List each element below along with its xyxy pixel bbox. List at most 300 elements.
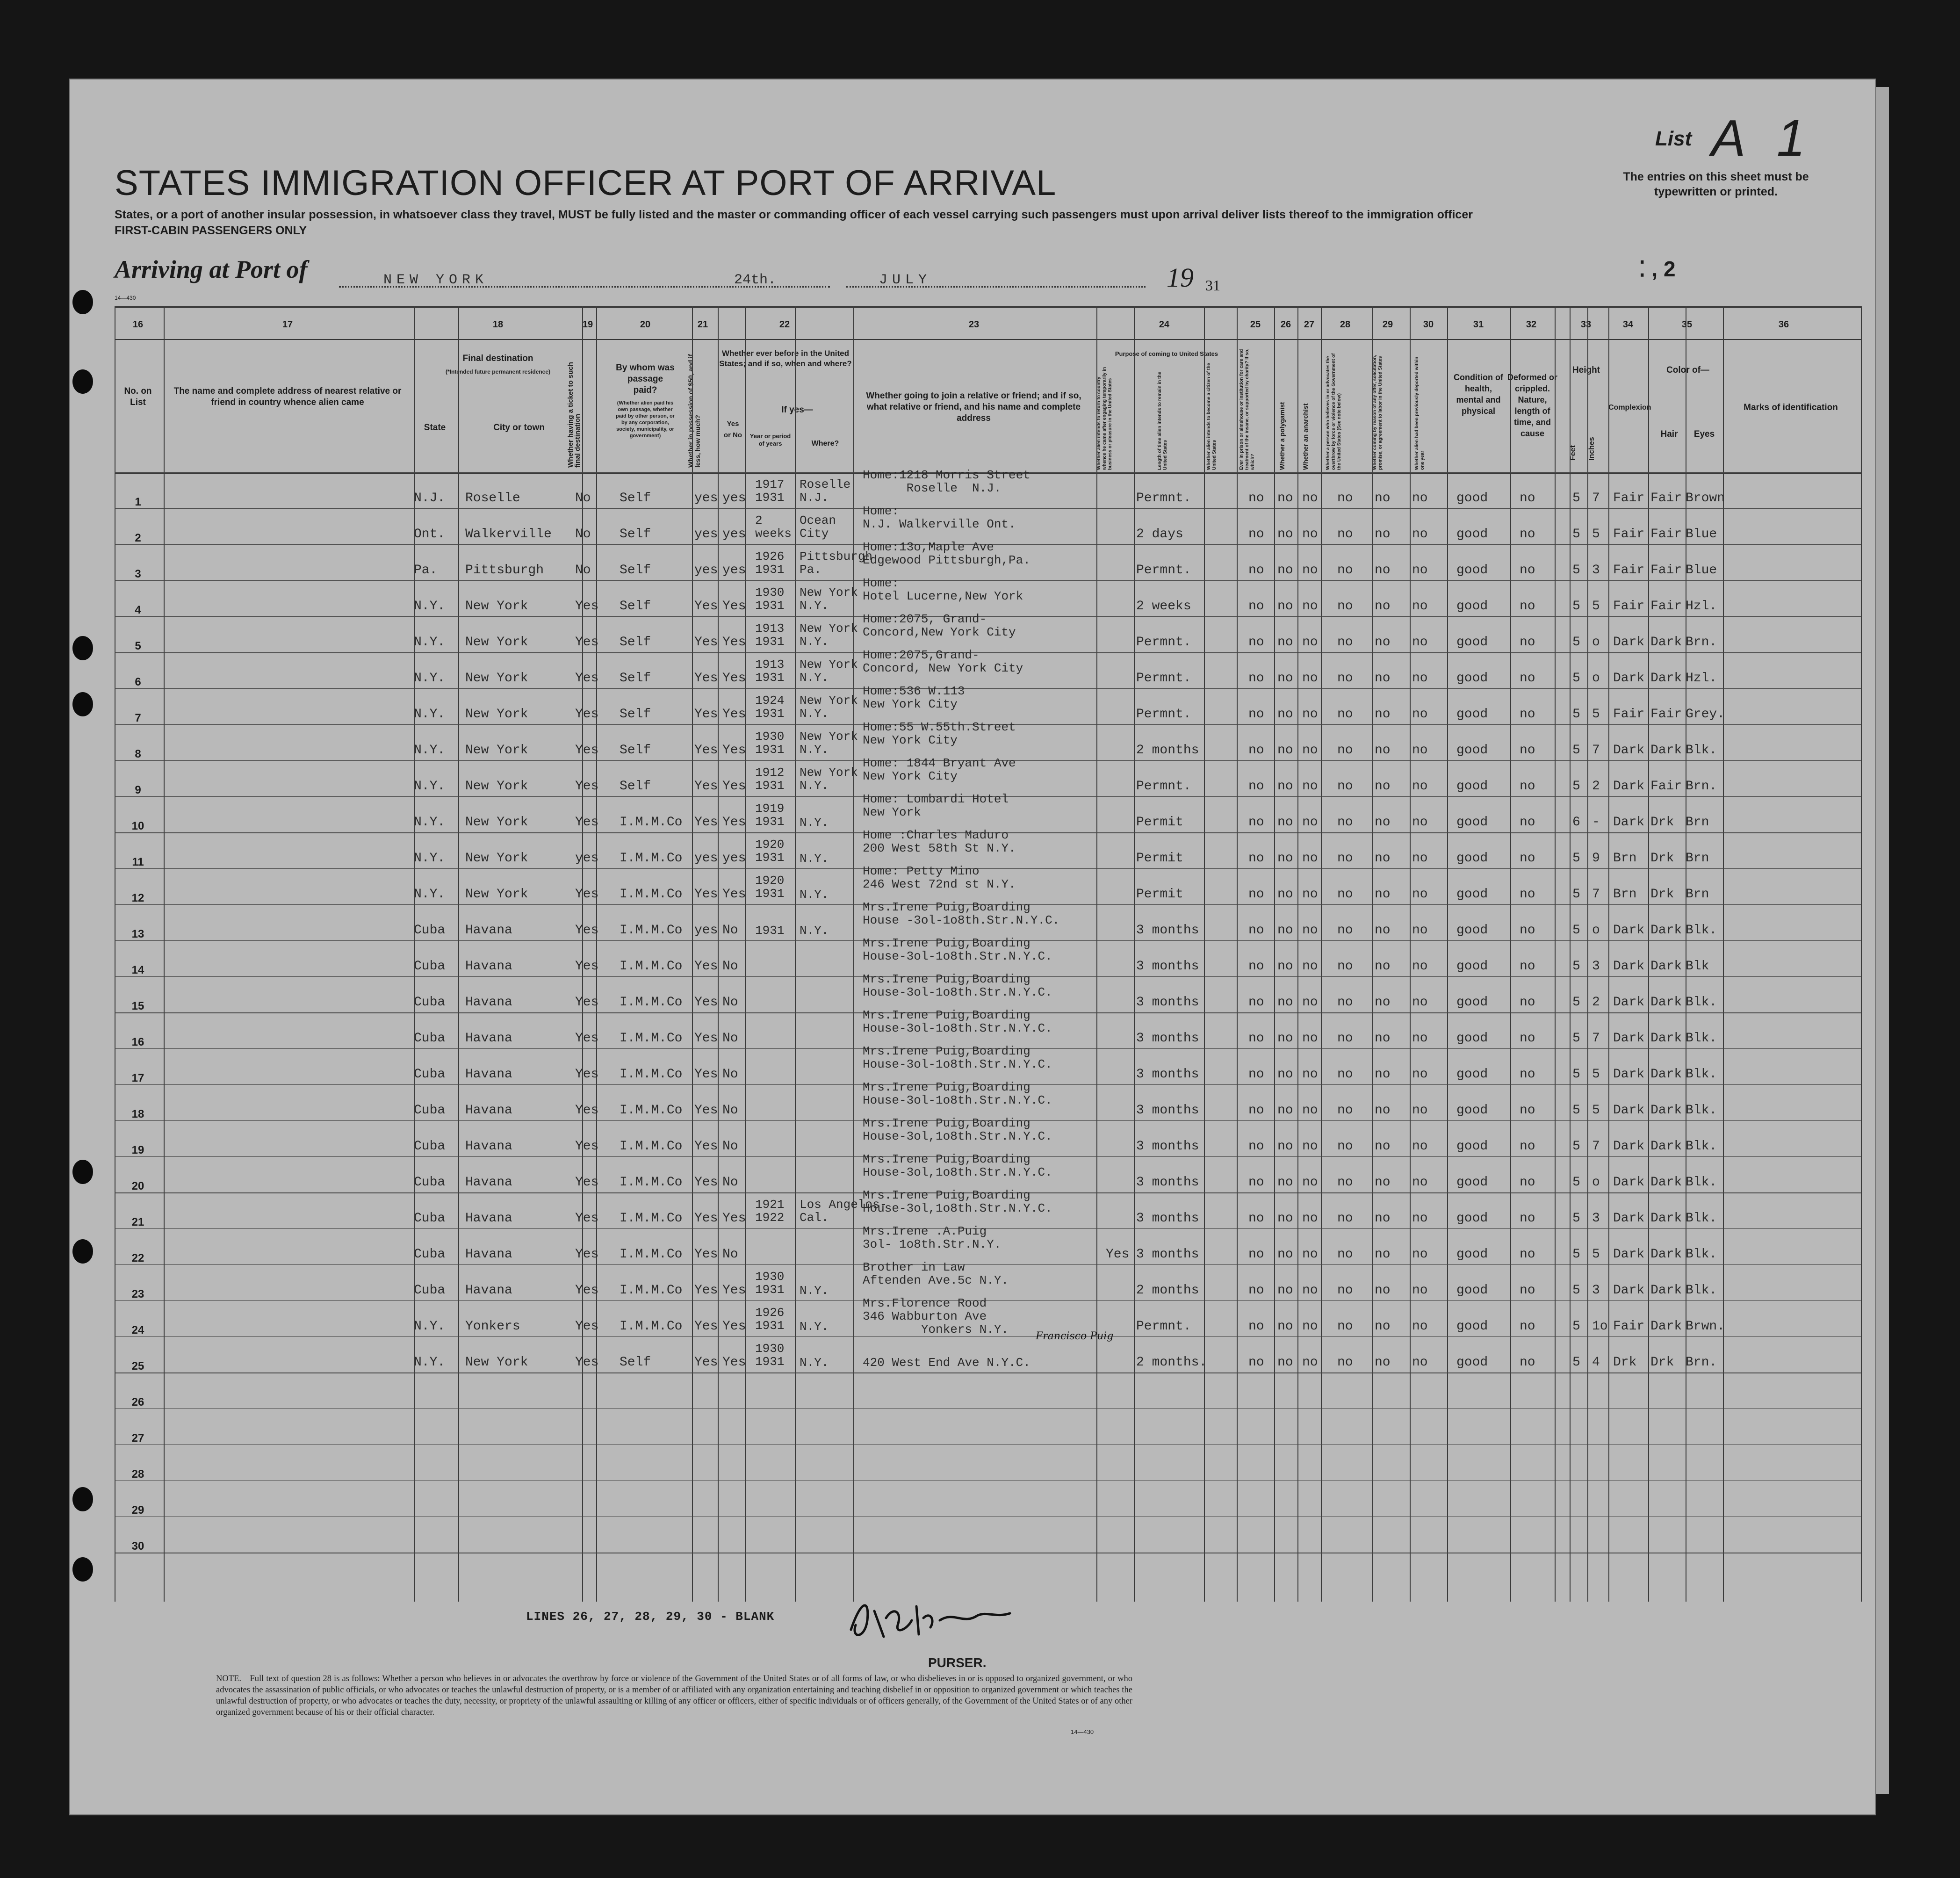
question-28-note: NOTE.—Full text of question 28 is as follows: Whether a person who believes in or advocates the overthrow by force or violence of the Government of the United States or of all forms of law, or who disbelieves in or is opposed to organized government, or who advocates the assassination of public officials, or who advocates or teaches the unlawful destruction of property, or is a member of or affiliated with any organization entertaining and teaching disbelief in or opposition to organized government or which teaches the unlawful destruction of property, or who advocates or teaches the duty, necessity, or propriety of the unlawful assaulting or killing of any officer or officers, either of specific individuals or of officers generally, of the Government of the United States or of any other organized government because of his or their official character. — [216, 1674, 1132, 1717]
eyes-cell: Blk — [1686, 959, 1709, 974]
deformed-cell: no — [1520, 707, 1535, 722]
colnum-23: 23 — [968, 319, 980, 330]
q28-cell: no — [1337, 671, 1353, 686]
where-cell: N.Y. — [800, 852, 829, 866]
deformed-cell: no — [1520, 1247, 1535, 1262]
q28-cell: no — [1337, 815, 1353, 830]
row-number: 12 — [131, 892, 144, 904]
where-cell: N.Y. — [800, 1284, 829, 1298]
column-rule — [692, 306, 693, 1602]
eyes-cell: Blk. — [1686, 1067, 1717, 1082]
header-ever-before: Whether ever before in the United States; and if so, when and where? — [719, 349, 852, 368]
paid-cell: I.M.M.Co — [620, 1031, 683, 1046]
city-cell: Roselle — [465, 491, 520, 506]
join-cell: Home:1218 Morris Street Roselle N.J. — [863, 468, 1030, 495]
header-where: Where? — [811, 440, 839, 448]
colnum-22: 22 — [779, 319, 790, 330]
health-cell: good — [1456, 959, 1488, 974]
feet-cell: 5 — [1572, 1283, 1580, 1298]
q27-cell: no — [1302, 887, 1318, 902]
where-cell: New York N.Y. — [800, 657, 858, 685]
header-hair: Hair — [1660, 429, 1678, 439]
deformed-cell: no — [1520, 887, 1535, 902]
column-rule — [1274, 306, 1275, 1602]
q28-cell: no — [1337, 779, 1353, 794]
header-polygamist: Whether a polygamist — [1278, 402, 1286, 470]
q26-cell: no — [1277, 815, 1293, 830]
deformed-cell: no — [1520, 743, 1535, 758]
hair-cell: Dark — [1650, 1175, 1682, 1190]
header-if-yes: If yes— — [781, 405, 813, 415]
q28-cell: no — [1337, 887, 1353, 902]
blank-lines-note: LINES 26, 27, 28, 29, 30 - BLANK — [526, 1610, 775, 1624]
row-number: 19 — [131, 1144, 144, 1156]
health-cell: good — [1456, 923, 1488, 938]
paid-cell: Self — [620, 599, 651, 614]
hair-cell: Drk — [1650, 815, 1674, 830]
hair-cell: Dark — [1650, 1067, 1682, 1082]
ticket-cell: No — [575, 563, 591, 578]
years-cell: 1930 1931 — [755, 1342, 785, 1369]
ticket-cell: Yes — [575, 1103, 599, 1118]
q29-cell: no — [1375, 527, 1391, 542]
stay-cell: 2 days — [1136, 527, 1183, 542]
q30-cell: no — [1412, 1283, 1428, 1298]
feet-cell: 5 — [1572, 635, 1580, 650]
deformed-cell: no — [1520, 563, 1535, 578]
complexion-cell: Dark — [1613, 1067, 1645, 1082]
colnum-30: 30 — [1423, 319, 1434, 330]
fifty-cell: Yes — [694, 707, 718, 722]
join-cell: Mrs.Irene Puig,Boarding House-3ol-1o8th.Str.N.Y.C. — [863, 1008, 1052, 1035]
header-passage-note: (Whether alien paid his own passage, whether paid by other person, or by any corporation, society, municipality, or government) — [616, 400, 675, 439]
colnum-26: 26 — [1280, 319, 1291, 330]
deformed-cell: no — [1520, 1319, 1535, 1334]
q28-cell: no — [1337, 635, 1353, 650]
paid-cell: I.M.M.Co — [620, 815, 683, 830]
ticket-cell: Yes — [575, 959, 599, 974]
binder-hole — [72, 290, 93, 314]
q25-cell: no — [1248, 563, 1264, 578]
health-cell: good — [1456, 527, 1488, 542]
years-cell: 1920 1931 — [755, 874, 785, 901]
feet-cell: 5 — [1572, 1247, 1580, 1262]
complexion-cell: Fair — [1613, 707, 1645, 722]
q26-cell: no — [1277, 1283, 1293, 1298]
header-eyes: Eyes — [1693, 429, 1715, 439]
colnum-18: 18 — [492, 319, 504, 330]
stay-cell: Permnt. — [1136, 491, 1191, 506]
inches-cell: 5 — [1592, 1103, 1600, 1118]
join-cell: Brother in Law Aftenden Ave.5c N.Y. — [863, 1260, 1009, 1287]
q26-cell: no — [1277, 671, 1293, 686]
feet-cell: 5 — [1572, 527, 1580, 542]
years-cell: 1930 1931 — [755, 730, 785, 757]
eyes-cell: Brn — [1686, 887, 1709, 902]
colnum-36: 36 — [1778, 319, 1789, 330]
eyes-cell: Brwn. — [1686, 1319, 1725, 1334]
feet-cell: 5 — [1572, 995, 1580, 1010]
q27-cell: no — [1302, 707, 1318, 722]
q26-cell: no — [1277, 635, 1293, 650]
row-number: 10 — [131, 820, 144, 832]
table-top-rule — [115, 306, 1861, 308]
years-cell: 1931 — [755, 924, 785, 938]
inches-cell: 7 — [1592, 743, 1600, 758]
before-cell: Yes — [722, 887, 746, 902]
feet-cell: 5 — [1572, 1031, 1580, 1046]
ticket-cell: Yes — [575, 1319, 599, 1334]
hair-cell: Drk — [1650, 851, 1674, 866]
q29-cell: no — [1375, 671, 1391, 686]
q30-cell: no — [1412, 851, 1428, 866]
q29-cell: no — [1375, 1319, 1391, 1334]
column-rule — [1204, 306, 1205, 1602]
where-cell: Ocean City — [800, 513, 836, 541]
feet-cell: 5 — [1572, 1139, 1580, 1154]
health-cell: good — [1456, 887, 1488, 902]
before-cell: No — [722, 1247, 738, 1262]
hair-cell: Drk — [1650, 1355, 1674, 1370]
fifty-cell: Yes — [694, 635, 718, 650]
health-cell: good — [1456, 1355, 1488, 1370]
column-rule — [164, 306, 165, 1602]
row-number: 25 — [131, 1360, 144, 1372]
passenger-table — [115, 306, 1861, 1602]
row-number: 22 — [131, 1252, 144, 1264]
complexion-cell: Fair — [1613, 563, 1645, 578]
header-citizen-intent: Whether alien intends to become a citizen of the United States — [1206, 363, 1217, 470]
row-number: 13 — [131, 928, 144, 940]
form-number-top: 14—430 — [115, 295, 136, 301]
join-cell: Home: Hotel Lucerne,New York — [863, 576, 1023, 603]
q26-cell: no — [1277, 1355, 1293, 1370]
join-cell: Mrs.Irene Puig,Boarding House -3ol-1o8th.Str.N.Y.C. — [863, 900, 1060, 927]
join-cell: Mrs.Irene Puig,Boarding House-3ol,1o8th.Str.N.Y.C. — [863, 1152, 1052, 1179]
paid-cell: I.M.M.Co — [620, 1139, 683, 1154]
q28-cell: no — [1337, 1247, 1353, 1262]
stay-cell: 3 months — [1136, 1211, 1199, 1226]
hair-cell: Fair — [1650, 707, 1682, 722]
q29-cell: no — [1375, 923, 1391, 938]
before-cell: No — [722, 1103, 738, 1118]
before-cell: No — [722, 1139, 738, 1154]
eyes-cell: Brn. — [1686, 1355, 1717, 1370]
row-number: 30 — [131, 1540, 144, 1553]
years-cell: 1924 1931 — [755, 693, 785, 721]
q27-cell: no — [1302, 527, 1318, 542]
q26-cell: no — [1277, 707, 1293, 722]
colnum-16: 16 — [132, 319, 144, 330]
before-cell: Yes — [722, 1319, 746, 1334]
complexion-cell: Dark — [1613, 743, 1645, 758]
q25-cell: no — [1248, 1139, 1264, 1154]
years-cell: 1921 1922 — [755, 1198, 785, 1225]
ticket-cell: No — [575, 527, 591, 542]
header-passage-paid: By whom was passage paid? — [616, 363, 675, 395]
where-cell: Roselle N.J. — [800, 477, 851, 505]
column-rule — [1096, 306, 1097, 1602]
state-cell: N.Y. — [414, 815, 446, 830]
hair-cell: Dark — [1650, 1031, 1682, 1046]
eyes-cell: Grey. — [1686, 707, 1725, 722]
ticket-cell: Yes — [575, 1031, 599, 1046]
eyes-cell: Brn — [1686, 815, 1709, 830]
complexion-cell: Dark — [1613, 815, 1645, 830]
ticket-cell: Yes — [575, 887, 599, 902]
eyes-cell: Brn — [1686, 851, 1709, 866]
q27-cell: no — [1302, 599, 1318, 614]
binder-hole — [72, 1239, 93, 1264]
before-cell: yes — [722, 527, 746, 542]
q27-cell: no — [1302, 1247, 1318, 1262]
where-cell: N.Y. — [800, 1356, 829, 1370]
join-cell: Mrs.Irene Puig,Boarding House-3ol-1o8th.Str.N.Y.C. — [863, 936, 1052, 963]
city-cell: Yonkers — [465, 1319, 520, 1334]
city-cell: New York — [465, 815, 528, 830]
form-title: STATES IMMIGRATION OFFICER AT PORT OF ARRIVAL — [115, 163, 1057, 203]
stay-cell: 3 months — [1136, 1067, 1199, 1082]
row-number: 9 — [135, 784, 141, 796]
colnum-32: 32 — [1526, 319, 1537, 330]
q28-cell: no — [1337, 851, 1353, 866]
q27-cell: no — [1302, 1319, 1318, 1334]
health-cell: good — [1456, 1247, 1488, 1262]
years-cell: 1930 1931 — [755, 1270, 785, 1297]
handwritten-note: Francisco Puig — [1036, 1330, 1114, 1342]
header-join-relative: Whether going to join a relative or friend; and if so, what relative or friend, and his name and complete address — [866, 391, 1081, 423]
q25-cell: no — [1248, 671, 1264, 686]
q27-cell: no — [1302, 779, 1318, 794]
q29-cell: no — [1375, 1139, 1391, 1154]
years-cell: 2 weeks — [755, 513, 792, 541]
colnum-31: 31 — [1473, 319, 1484, 330]
subtitle-line-1: States, or a port of another insular possession, in whatsoever class they travel, MUST be fully listed and the master or commanding officer of each vessel carrying such passengers must upon arrival deliver lists thereof to the immigration officer — [115, 208, 1473, 221]
header-state: State — [424, 423, 446, 433]
q27-cell: no — [1302, 1355, 1318, 1370]
fifty-cell: Yes — [694, 1247, 718, 1262]
deformed-cell: no — [1520, 491, 1535, 506]
health-cell: good — [1456, 1103, 1488, 1118]
complexion-cell: Drk — [1613, 1355, 1637, 1370]
paid-cell: Self — [620, 707, 651, 722]
colnum-21: 21 — [697, 319, 708, 330]
city-cell: Havana — [465, 1283, 512, 1298]
column-rule — [1608, 306, 1609, 1602]
q30-cell: no — [1412, 959, 1428, 974]
feet-cell: 5 — [1572, 707, 1580, 722]
where-cell: N.Y. — [800, 1320, 829, 1334]
paid-cell: I.M.M.Co — [620, 1283, 683, 1298]
column-rule — [853, 306, 854, 1602]
row-number: 23 — [131, 1288, 144, 1300]
where-cell: Los Angelos- Cal. — [800, 1198, 887, 1225]
stay-cell: 2 months — [1136, 1283, 1199, 1298]
feet-cell: 5 — [1572, 563, 1580, 578]
city-cell: Havana — [465, 1175, 512, 1190]
where-cell: N.Y. — [800, 888, 829, 902]
years-cell: 1913 1931 — [755, 657, 785, 685]
stay-cell: Permit — [1136, 815, 1183, 830]
fifty-cell: Yes — [694, 959, 718, 974]
feet-cell: 5 — [1572, 779, 1580, 794]
health-cell: good — [1456, 995, 1488, 1010]
q30-cell: no — [1412, 527, 1428, 542]
years-cell: 1930 1931 — [755, 585, 785, 613]
q30-cell: no — [1412, 779, 1428, 794]
join-cell: Home:2075, Grand- Concord,New York City — [863, 612, 1016, 639]
column-rule — [1648, 306, 1649, 1602]
colnum-29: 29 — [1382, 319, 1393, 330]
complexion-cell: Fair — [1613, 1319, 1645, 1334]
health-cell: good — [1456, 1211, 1488, 1226]
fifty-cell: Yes — [694, 779, 718, 794]
where-cell: New York N.Y. — [800, 766, 858, 793]
health-cell: good — [1456, 563, 1488, 578]
colnum-34: 34 — [1622, 319, 1634, 330]
colnum-20: 20 — [640, 319, 651, 330]
ticket-cell: Yes — [575, 743, 599, 758]
q30-cell: no — [1412, 923, 1428, 938]
q26-cell: no — [1277, 923, 1293, 938]
state-cell: Cuba — [414, 995, 446, 1010]
q26-cell: no — [1277, 491, 1293, 506]
complexion-cell: Brn — [1613, 887, 1637, 902]
fifty-cell: Yes — [694, 1067, 718, 1082]
inches-cell: o — [1592, 923, 1600, 938]
health-cell: good — [1456, 851, 1488, 866]
q29-cell: no — [1375, 995, 1391, 1010]
binder-hole — [72, 1160, 93, 1184]
column-rule — [1587, 306, 1588, 1602]
q28-cell: no — [1337, 1139, 1353, 1154]
city-cell: Havana — [465, 1103, 512, 1118]
q29-cell: no — [1375, 887, 1391, 902]
complexion-cell: Dark — [1613, 995, 1645, 1010]
q25-cell: no — [1248, 887, 1264, 902]
fifty-cell: yes — [694, 563, 718, 578]
ticket-cell: Yes — [575, 599, 599, 614]
before-cell: Yes — [722, 743, 746, 758]
q26-cell: no — [1277, 1175, 1293, 1190]
state-cell: N.Y. — [414, 743, 446, 758]
inches-cell: 5 — [1592, 527, 1600, 542]
q28-cell: no — [1337, 923, 1353, 938]
header-overthrow: Whether a person who believes in or advocates the overthrow by force or violence of the Government of the United States (See note below) — [1326, 353, 1342, 470]
deformed-cell: no — [1520, 995, 1535, 1010]
q29-cell: no — [1375, 1067, 1391, 1082]
q28-cell: no — [1337, 1175, 1353, 1190]
fifty-cell: Yes — [694, 815, 718, 830]
inches-cell: 3 — [1592, 1283, 1600, 1298]
stay-cell: 2 months. — [1136, 1355, 1207, 1370]
feet-cell: 5 — [1572, 1103, 1580, 1118]
q30-cell: no — [1412, 1247, 1428, 1262]
inches-cell: o — [1592, 671, 1600, 686]
purser-signature — [842, 1592, 1029, 1644]
city-cell: New York — [465, 635, 528, 650]
join-cell: Home: 1844 Bryant Ave New York City — [863, 756, 1016, 783]
join-cell: Mrs.Irene .A.Puig 3ol- 1o8th.Str.N.Y. — [863, 1224, 1002, 1251]
q27-cell: no — [1302, 1067, 1318, 1082]
q27-cell: no — [1302, 491, 1318, 506]
q30-cell: no — [1412, 1211, 1428, 1226]
fifty-cell: yes — [694, 527, 718, 542]
ticket-cell: Yes — [575, 707, 599, 722]
ticket-cell: Yes — [575, 671, 599, 686]
hair-cell: Dark — [1650, 671, 1682, 686]
state-cell: N.Y. — [414, 851, 446, 866]
state-cell: Cuba — [414, 1103, 446, 1118]
paid-cell: I.M.M.Co — [620, 1067, 683, 1082]
city-cell: Havana — [465, 959, 512, 974]
hair-cell: Fair — [1650, 563, 1682, 578]
month-value: JULY — [879, 272, 932, 288]
colnum-24: 24 — [1159, 319, 1170, 330]
binder-hole — [72, 1487, 93, 1511]
q26-cell: no — [1277, 1319, 1293, 1334]
state-cell: N.Y. — [414, 1355, 446, 1370]
city-cell: New York — [465, 779, 528, 794]
q27-cell: no — [1302, 1211, 1318, 1226]
row-rule — [115, 688, 1861, 689]
health-cell: good — [1456, 743, 1488, 758]
stay-cell: 2 weeks — [1136, 599, 1191, 614]
deformed-cell: no — [1520, 1031, 1535, 1046]
complexion-cell: Fair — [1613, 491, 1645, 506]
join-cell: Home:536 W.113 New York City — [863, 684, 965, 711]
health-cell: good — [1456, 1319, 1488, 1334]
row-number: 8 — [135, 748, 141, 760]
entries-note: The entries on this sheet must be typewritten or printed. — [1623, 170, 1809, 198]
q26-cell: no — [1277, 599, 1293, 614]
ticket-cell: Yes — [575, 1247, 599, 1262]
feet-cell: 5 — [1572, 887, 1580, 902]
q29-cell: no — [1375, 491, 1391, 506]
q30-cell: no — [1412, 995, 1428, 1010]
health-cell: good — [1456, 1031, 1488, 1046]
q27-cell: no — [1302, 1283, 1318, 1298]
health-cell: good — [1456, 599, 1488, 614]
before-cell: No — [722, 995, 738, 1010]
join-cell: Home :Charles Maduro 200 West 58th St N.Y. — [863, 828, 1016, 855]
year-prefix: 19 — [1167, 262, 1194, 293]
hair-cell: Dark — [1650, 995, 1682, 1010]
city-cell: Havana — [465, 1031, 512, 1046]
header-final-destination: Final destination — [462, 354, 533, 363]
fifty-cell: Yes — [694, 1211, 718, 1226]
q29-cell: no — [1375, 1031, 1391, 1046]
deformed-cell: no — [1520, 527, 1535, 542]
state-cell: N.Y. — [414, 599, 446, 614]
q25-cell: no — [1248, 1031, 1264, 1046]
column-rule — [1410, 306, 1411, 1602]
q26-cell: no — [1277, 743, 1293, 758]
q29-cell: no — [1375, 1103, 1391, 1118]
q26-cell: no — [1277, 1211, 1293, 1226]
row-number: 16 — [131, 1036, 144, 1048]
q25-cell: no — [1248, 1319, 1264, 1334]
q26-cell: no — [1277, 1247, 1293, 1262]
complexion-cell: Dark — [1613, 1211, 1645, 1226]
day-value: 24th. — [734, 272, 777, 288]
join-cell: Home:55 W.55th.Street New York City — [863, 720, 1016, 747]
complexion-cell: Dark — [1613, 1103, 1645, 1118]
inches-cell: 7 — [1592, 887, 1600, 902]
header-nearest-relative: The name and complete address of nearest relative or friend in country whence alien came — [173, 386, 402, 407]
stay-cell: 2 months — [1136, 743, 1199, 758]
fifty-cell: yes — [694, 851, 718, 866]
